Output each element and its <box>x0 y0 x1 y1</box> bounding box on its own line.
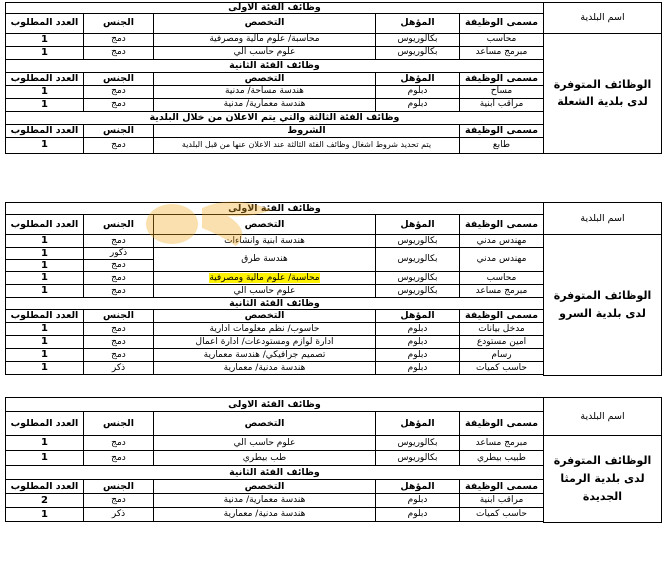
job-title: مساح <box>460 85 544 98</box>
required-count: 1 <box>5 336 83 349</box>
required-count-header: العدد المطلوب <box>5 480 83 494</box>
qualification: دبلوم <box>376 494 460 508</box>
category-2-title: وظائف الفئة الثانية <box>5 466 543 480</box>
gender: دمج <box>84 98 154 111</box>
job-title: مبرمج مساعد <box>460 436 544 451</box>
gender-header: الجنس <box>84 13 154 33</box>
job-title-header: مسمى الوظيفة <box>460 13 544 33</box>
required-count: 1 <box>5 451 83 466</box>
job-title: مهندس مدني <box>460 248 544 272</box>
gender-header: الجنس <box>84 480 154 494</box>
qualification: بكالوريوس <box>376 436 460 451</box>
qualification: بكالوريوس <box>376 272 460 285</box>
job-title: مبرمج مساعد <box>460 285 544 298</box>
qualification: دبلوم <box>376 85 460 98</box>
municipality-name: الوظائف المتوفرة لدى بلدية الرمثا الجديدة <box>544 436 662 523</box>
gender: دمج <box>84 436 154 451</box>
gender-header: الجنس <box>84 310 154 323</box>
required-count-header: العدد المطلوب <box>5 13 83 33</box>
specialization: علوم حاسب الي <box>154 436 376 451</box>
required-count: 1 <box>5 349 83 362</box>
job-title: طبيب بيطري <box>460 451 544 466</box>
municipality-name-header: اسم البلدية <box>544 3 662 34</box>
gender: دمج <box>84 272 154 285</box>
specialization: حاسوب/ نظم معلومات ادارية <box>154 323 376 336</box>
gender: دمج <box>84 85 154 98</box>
required-count: 1 <box>5 98 83 111</box>
qualification: دبلوم <box>376 349 460 362</box>
job-title: امين مستودع <box>460 336 544 349</box>
specialization: هندسة معمارية/ مدنية <box>154 494 376 508</box>
qualification-header: المؤهل <box>376 412 460 436</box>
specialization: تصميم جرافيكي/ هندسة معمارية <box>154 349 376 362</box>
job-title: مراقب ابنية <box>460 494 544 508</box>
gender: دمج <box>84 260 154 272</box>
qualification: دبلوم <box>376 323 460 336</box>
required-count-header: العدد المطلوب <box>5 412 83 436</box>
specialization-header: التخصص <box>154 412 376 436</box>
required-count: 1 <box>5 272 83 285</box>
qualification-header: المؤهل <box>376 310 460 323</box>
qualification: بكالوريوس <box>376 235 460 248</box>
qualification-header: المؤهل <box>376 480 460 494</box>
required-count: 1 <box>5 235 83 248</box>
required-count: 1 <box>5 323 83 336</box>
category-1-title: وظائف الفئة الاولى <box>5 3 543 14</box>
required-count: 1 <box>5 137 83 153</box>
qualification-header: المؤهل <box>376 215 460 235</box>
job-title: حاسب كميات <box>460 508 544 522</box>
category-2-title: وظائف الفئة الثانية <box>5 298 543 310</box>
job-title-header: مسمى الوظيفة <box>460 124 544 137</box>
qualification: دبلوم <box>376 336 460 349</box>
job-title-header: مسمى الوظيفة <box>460 412 544 436</box>
job-title: مبرمج مساعد <box>460 46 544 59</box>
job-title: حاسب كميات <box>460 362 544 375</box>
specialization: هندسة ابنية وانشاءات <box>154 235 376 248</box>
municipality-name-header: اسم البلدية <box>544 398 662 436</box>
specialization: طب بيطري <box>154 451 376 466</box>
gender: دمج <box>84 323 154 336</box>
gender: دمج <box>84 349 154 362</box>
specialization: علوم حاسب الي <box>154 285 376 298</box>
job-title-header: مسمى الوظيفة <box>460 72 544 85</box>
conditions-text: يتم تحديد شروط اشغال وظائف الفئة الثالثة عند الاعلان عنها من قبل البلدية <box>154 137 460 153</box>
gender: ذكر <box>84 508 154 522</box>
gender: دمج <box>84 33 154 46</box>
specialization: محاسبة/ علوم مالية ومصرفية <box>154 33 376 46</box>
specialization-header: التخصص <box>154 310 376 323</box>
job-title: مراقب ابنية <box>460 98 544 111</box>
qualification: بكالوريوس <box>376 451 460 466</box>
gender: دمج <box>84 451 154 466</box>
job-title: محاسب <box>460 272 544 285</box>
qualification: بكالوريوس <box>376 33 460 46</box>
specialization: ادارة لوازم ومستودعات/ ادارة اعمال <box>154 336 376 349</box>
gender-header: الجنس <box>84 215 154 235</box>
specialization-header: التخصص <box>154 72 376 85</box>
required-count: 1 <box>5 248 83 260</box>
gender-header: الجنس <box>84 72 154 85</box>
specialization: هندسة معمارية/ مدنية <box>154 98 376 111</box>
required-count: 1 <box>5 46 83 59</box>
gender: دمج <box>84 494 154 508</box>
specialization-header: التخصص <box>154 215 376 235</box>
specialization: هندسة مدنية/ معمارية <box>154 508 376 522</box>
required-count-header: العدد المطلوب <box>5 215 83 235</box>
required-count: 1 <box>5 285 83 298</box>
job-title: مهندس مدني <box>460 235 544 248</box>
required-count-header: العدد المطلوب <box>5 124 83 137</box>
job-title: رسام <box>460 349 544 362</box>
conditions-header: الشروط <box>154 124 460 137</box>
job-title: طابع <box>460 137 544 153</box>
required-count: 1 <box>5 508 83 522</box>
category-1-title: وظائف الفئة الاولى <box>5 398 543 412</box>
specialization: هندسة طرق <box>154 248 376 272</box>
required-count: 1 <box>5 85 83 98</box>
job-title-header: مسمى الوظيفة <box>460 480 544 494</box>
gender: ذكور <box>84 248 154 260</box>
job-title-header: مسمى الوظيفة <box>460 215 544 235</box>
category-1-title: وظائف الفئة الاولى <box>5 203 543 215</box>
specialization <box>154 272 376 285</box>
required-count: 2 <box>5 494 83 508</box>
required-count-header: العدد المطلوب <box>5 310 83 323</box>
gender: ذكر <box>84 362 154 375</box>
municipality-name: الوظائف المتوفرة لدى بلدية الشعلة <box>544 33 662 154</box>
qualification: دبلوم <box>376 98 460 111</box>
specialization-header: التخصص <box>154 480 376 494</box>
job-title: محاسب <box>460 33 544 46</box>
specialization: هندسة مدنية/ معمارية <box>154 362 376 375</box>
qualification: بكالوريوس <box>376 285 460 298</box>
qualification: بكالوريوس <box>376 248 460 272</box>
highlighted-specialization: محاسبة/ علوم مالية ومصرفية <box>209 272 320 283</box>
qualification: بكالوريوس <box>376 46 460 59</box>
gender: دمج <box>84 46 154 59</box>
specialization: هندسة مساحة/ مدنية <box>154 85 376 98</box>
required-count: 1 <box>5 260 83 272</box>
municipality-name-header: اسم البلدية <box>544 203 662 235</box>
category-3-title: وظائف الفئة الثالثة والتي يتم الاعلان من خلال البلدية <box>5 111 543 124</box>
specialization-header: التخصص <box>154 13 376 33</box>
qualification: دبلوم <box>376 508 460 522</box>
gender: دمج <box>84 235 154 248</box>
specialization: علوم حاسب الي <box>154 46 376 59</box>
category-2-title: وظائف الفئة الثانية <box>5 59 543 72</box>
qualification-header: المؤهل <box>376 13 460 33</box>
gender-header: الجنس <box>84 124 154 137</box>
municipality-table-ramtha-jadida <box>6 397 662 559</box>
required-count-header: العدد المطلوب <box>5 72 83 85</box>
job-title: مدخل بيانات <box>460 323 544 336</box>
required-count: 1 <box>5 33 83 46</box>
municipality-name: الوظائف المتوفرة لدى بلدية السرو <box>544 235 662 376</box>
job-title-header: مسمى الوظيفة <box>460 310 544 323</box>
municipality-table-saru <box>6 202 662 391</box>
municipality-table-shuala <box>6 2 662 187</box>
qualification: دبلوم <box>376 362 460 375</box>
gender: دمج <box>84 336 154 349</box>
required-count: 1 <box>5 362 83 375</box>
gender: دمج <box>84 137 154 153</box>
gender-header: الجنس <box>84 412 154 436</box>
required-count: 1 <box>5 436 83 451</box>
gender: دمج <box>84 285 154 298</box>
qualification-header: المؤهل <box>376 72 460 85</box>
